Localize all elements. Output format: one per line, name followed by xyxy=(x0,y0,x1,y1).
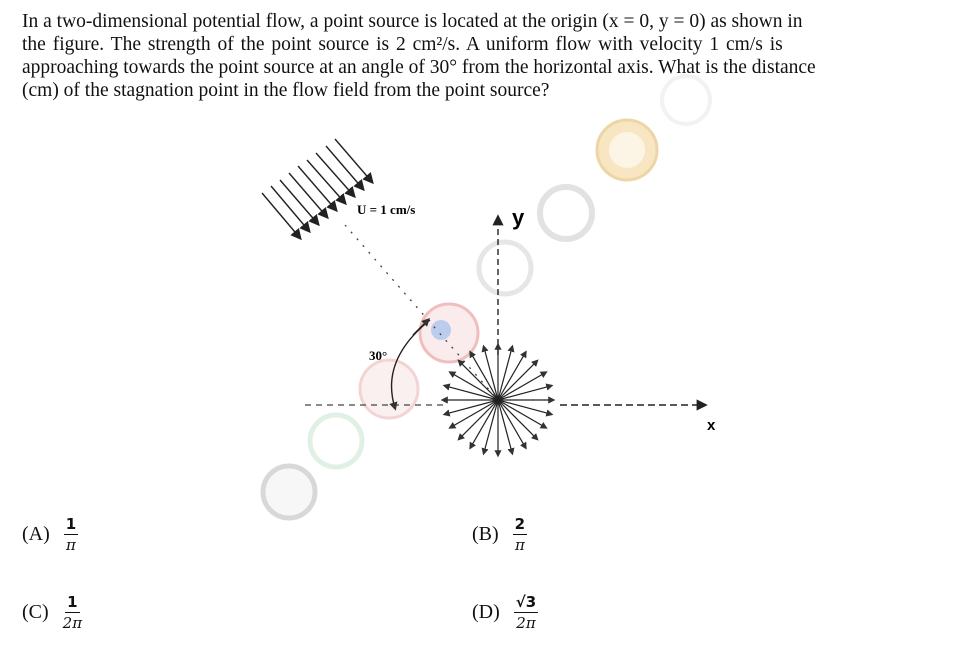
source-ray-arrow xyxy=(445,386,498,400)
option-a-label: (A) xyxy=(22,523,50,545)
option-d-value xyxy=(514,592,538,633)
option-a-value xyxy=(64,514,78,555)
source-ray-arrow xyxy=(484,400,498,453)
question-line-2: the figure. The strength of the point source is 2 cm²/s. A uniform flow with velocity 1 cm/s is xyxy=(22,34,783,55)
source-ray-arrow xyxy=(498,386,551,400)
source-ray-arrow xyxy=(498,347,512,400)
point-source xyxy=(443,345,553,455)
option-b-denominator: π xyxy=(514,536,525,554)
option-b[interactable] xyxy=(472,514,527,555)
x-axis-label: x xyxy=(707,417,716,434)
option-a[interactable] xyxy=(22,514,78,555)
question-line-3: approaching towards the point source at an angle of 30° from the horizontal axis. What is the distance xyxy=(22,57,816,78)
option-c-label: (C) xyxy=(22,601,49,623)
uniform-flow-arrows xyxy=(262,139,372,238)
option-b-label: (B) xyxy=(472,523,499,545)
option-d[interactable] xyxy=(472,592,538,633)
source-ray-arrow xyxy=(484,347,498,400)
option-c-numerator: 1 xyxy=(67,593,78,611)
option-c[interactable] xyxy=(22,592,82,633)
option-d-denominator: 2π xyxy=(516,614,536,632)
option-a-numerator: 1 xyxy=(65,515,77,533)
watermark-logos xyxy=(263,76,710,518)
option-c-denominator: 2π xyxy=(62,614,83,632)
source-ray-arrow xyxy=(498,400,512,453)
option-d-numerator: √3 xyxy=(515,593,537,611)
question-line-1: In a two-dimensional potential flow, a point source is located at the origin (x = 0, y = 0) as shown in xyxy=(22,11,803,32)
option-b-value xyxy=(513,514,527,555)
angle-label: 30° xyxy=(369,348,388,363)
option-c-value xyxy=(63,592,82,633)
option-b-numerator: 2 xyxy=(514,515,526,533)
source-ray-arrow xyxy=(498,400,551,414)
velocity-label: U = 1 cm/s xyxy=(357,202,416,217)
source-ray-arrow xyxy=(445,400,498,414)
y-axis-label: y xyxy=(512,205,525,230)
question-line-4: (cm) of the stagnation point in the flow field from the point source? xyxy=(22,80,550,101)
option-d-label: (D) xyxy=(472,601,500,623)
option-a-denominator: π xyxy=(66,536,76,554)
